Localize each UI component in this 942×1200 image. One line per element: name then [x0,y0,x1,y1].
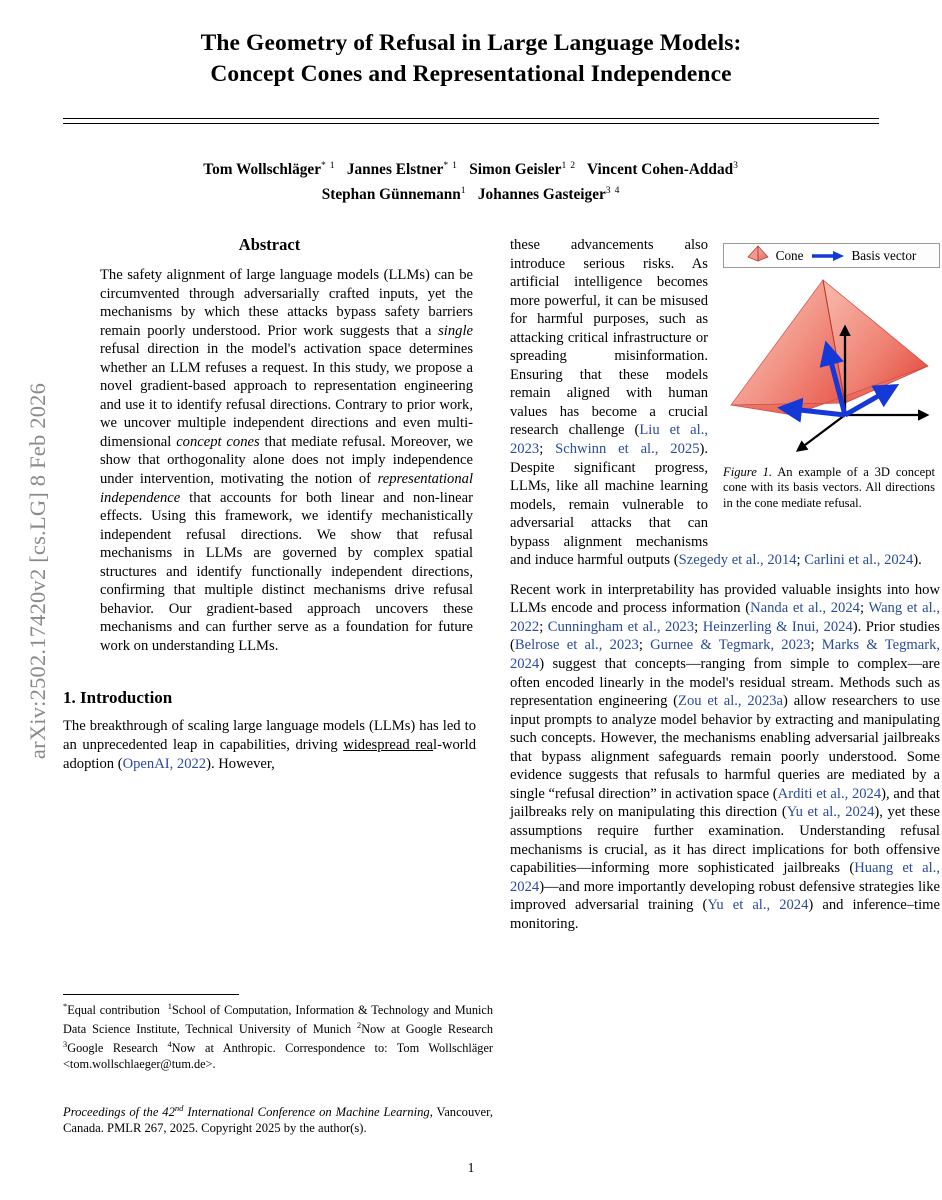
ordinal-number: 42 [162,1105,175,1120]
footnote-text: Now at Google Research [361,1022,493,1037]
proceedings-text: , Vancouver, Canada. PMLR 267, 2025. Copyright 2025 by the author(s). [63,1105,493,1136]
body-text: ) allow researchers to use input prompts to analyze model behavior by extracting and manipulating such concepts. However, the mechanisms enabling adversarial jailbreaks that bypass alignment safeguards remain poorly understood. Some evidence suggests that refusals to harmful queries are mediated by a single “refusal direction” in activation space ( [510,693,941,802]
author-line-1 [63,155,879,180]
intro-text: l-world adoption ( [63,737,476,772]
abstract-text: that accounts for both linear and non-linear effects. Using this framework, we identify mechanistically independent refusal directions. We show that refusal mechanisms in LLMs are governed by complex spatial structures and identify functionally independent directions, confirming that multiple distinct mechanisms drive refusal behavior. Our gradient-based approach uncovers these mechanisms and can further serve as a foundation for future work on understanding LLMs. [100,489,473,654]
author-marks: * 1 [320,160,336,171]
body-text: ). Prior studies ( [510,618,940,654]
abstract-text: refusal direction in the model's activation space determines whether an LLM refuses a request. In this study, we propose a novel gradient-based approach to representation engineering and use it to identify refusal directions. Contrary to prior work, we uncover multiple independent directions and even multi-dimensional [100,341,473,450]
author-name: Jannes Elstner [346,161,444,179]
body-text: ; [638,637,651,654]
introduction-paragraph [63,717,476,773]
body-text: ; [539,441,556,458]
citation-link[interactable]: Cunningham et al., 2023 [547,618,695,635]
citation-link[interactable]: Schwinn et al., 2025 [555,441,700,458]
body-text: ). Despite significant progress, LLMs, like all machine learning models, remain vulnerable to adversarial attacks that can bypass alignment mechanisms and induce harmful outputs ( [510,441,709,569]
footnote-marker: 3 [63,1040,68,1050]
citation-link[interactable]: Wang et al., 2022 [510,600,940,635]
citation-link[interactable]: Liu et al., 2023 [510,422,708,458]
author-name: Simon Geisler [469,161,562,179]
footnote-marker: 1 [167,1002,172,1011]
basis-vector-icon [811,250,845,262]
figure-graphic-cone-3d [723,274,940,459]
page-title [63,28,879,90]
abstract-paragraph [100,266,473,655]
figure-caption-text: An example of a 3D concept cone with its basis vectors. All directions in the cone mediate refusal. [723,465,935,510]
figure-legend [723,243,940,268]
body-text: )—and more importantly developing robust defensive strategies like improved adversarial training ( [510,878,940,914]
cone-3d-svg [723,274,940,459]
intro-text: The breakthrough of scaling large language models (LLMs) has led to an unprecedented leap in capabilities, driving [63,718,476,754]
footnote-rule [63,994,239,995]
citation-link[interactable]: Gurnee & Tegmark, 2023 [650,637,811,654]
author-marks: 1 [460,185,467,197]
author-marks: 1 2 [561,160,576,171]
footnote-asterisk: * [63,1002,68,1011]
footnote-text: Now at Anthropic. Correspondence to: Tom Wollschläger <tom.wollschlaeger@tum.de>. [63,1041,493,1071]
body-text: ), yet these assumptions require further examination. Understanding refusal mechanisms is crucial, as it has direct implications for both offensive capabilities—informing more sophisticated jailbreaks ( [510,804,940,877]
citation-link[interactable]: OpenAI, 2022 [122,755,207,772]
citation-link[interactable]: Belrose et al., 2023 [514,637,639,654]
author-name: Johannes Gasteiger [477,186,606,204]
author-name: Vincent Cohen-Addad [587,161,734,179]
citation-link[interactable]: Heinzerling & Inui, 2024 [702,618,853,635]
footnote-affiliations [63,999,493,1072]
abstract-heading: Abstract [238,235,301,254]
proceedings-text: Proceedings of the [63,1105,163,1120]
intro-underlined-text: widespread rea [343,737,434,754]
abstract-body [100,266,473,655]
body-text: ; [810,637,822,654]
header-rule-top [63,118,879,119]
footnote-text: Google Research [67,1041,168,1056]
citation-link[interactable]: Carlini et al., 2024 [804,552,914,569]
author-marks: 3 [733,160,739,171]
footnote-marker: 4 [167,1040,172,1050]
abstract-emph-cones: concept cones [176,433,260,450]
cone-icon [747,245,769,266]
figure-caption [723,465,935,511]
abstract-emph-single: single [438,322,473,339]
body-text: ), and that jailbreaks rely on manipulating this direction ( [510,785,940,821]
author-marks: 3 4 [605,185,621,197]
title-line-1: The Geometry of Refusal in Large Language Models: [200,30,742,56]
citation-link[interactable]: Yu et al., 2024 [786,804,875,821]
citation-link[interactable]: Huang et al., 2024 [510,860,940,895]
ordinal-suffix: nd [174,1103,184,1113]
legend-label-cone: Cone [775,247,804,263]
proceedings-text: International Conference on Machine Learning [183,1105,430,1120]
title-line-2: Concept Cones and Representational Independence [210,61,732,87]
citation-link[interactable]: Nanda et al., 2024 [750,600,860,617]
citation-link[interactable]: Szegedy et al., 2014 [678,552,797,569]
abstract-emph-repind: representational independence [100,471,473,506]
figure-caption-label: Figure 1. [723,465,773,479]
body-text: ; [694,618,703,635]
abstract-text: The safety alignment of large language models (LLMs) can be circumvented through adversarially crafted inputs, yet the mechanisms by which these attacks bypass safety barriers remain poorly understood. Prior work suggests that a [100,267,473,339]
citation-link[interactable]: Yu et al., 2024 [707,897,809,914]
header-rule-bottom [63,123,879,124]
citation-link[interactable]: Zou et al., 2023a [678,693,784,710]
intro-text: ). However, [206,755,275,772]
body-text: ; [539,618,548,635]
proceedings-ordinal [162,1105,183,1119]
left-column [63,235,476,773]
introduction-section [63,688,476,773]
body-text: ) and inference–time monitoring. [510,897,940,932]
author-marks: * 1 [443,160,458,171]
abstract-text: that mediate refusal. Moreover, we show that orthogonality alone does not imply independence under intervention, motivating the notion of [100,433,473,488]
body-text: ; [859,600,869,617]
body-text: ; [796,552,805,569]
proceedings-notice [63,1100,493,1137]
body-text: these advancements also introduce serious risks. As artificial intelligence becomes more powerful, it can be misused for harmful purposes, such as attacking critical infrastructure or spreading misinformation. Ensuring that these models remain aligned with human values has become a crucial research challenge ( [510,237,708,439]
section-heading-introduction: 1. Introduction [63,688,173,708]
author-name: Tom Wollschläger [203,161,321,179]
page-number: 1 [467,1160,475,1175]
author-line-2 [63,180,879,205]
author-block [63,155,879,205]
footnote-marker: 2 [357,1021,362,1031]
citation-link[interactable]: Marks & Tegmark, 2024 [510,637,941,673]
right-column-paragraph-2 [510,581,940,933]
body-text: ) suggest that concepts—ranging from simple to complex—are often encoded linearly in the model's residual stream. Methods such as representation engineering ( [510,656,940,710]
figure-1 [723,243,940,511]
author-name: Stephan Günnemann [321,186,461,204]
footnote-text: Equal contribution [67,1003,160,1018]
footnote-text: School of Computation, Information & Technology and Munich Data Science Institute, Technical University of Munich [63,1003,493,1037]
arxiv-stamp: arXiv:2502.17420v2 [cs.LG] 8 Feb 2026 [25,382,50,760]
legend-label-basis-vector: Basis vector [851,247,917,263]
citation-link[interactable]: Arditi et al., 2024 [777,785,882,802]
body-text: ). [913,552,922,569]
body-text: Recent work in interpretability has provided valuable insights into how LLMs encode and process information ( [510,581,940,617]
